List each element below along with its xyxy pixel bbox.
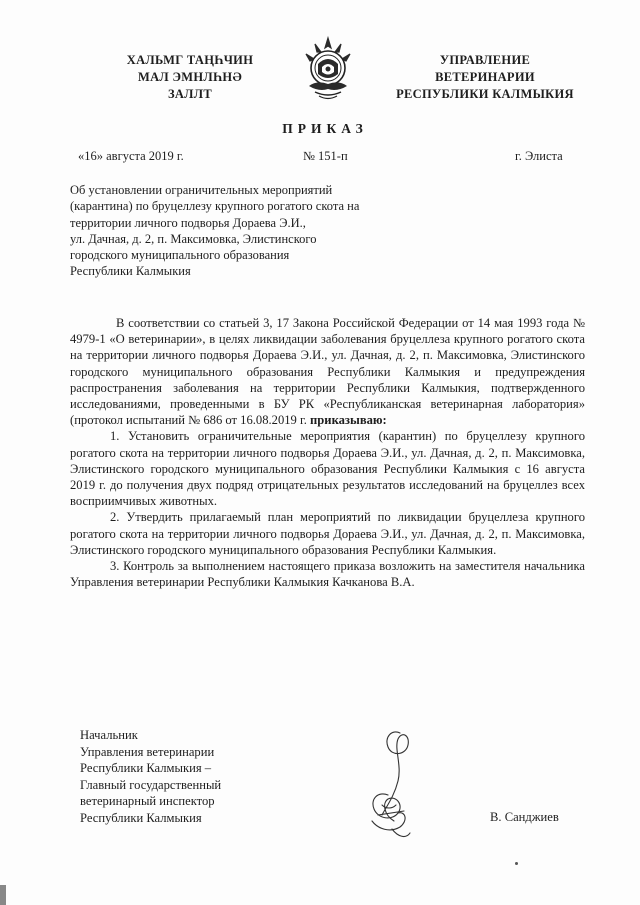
handwritten-signature-icon: [348, 725, 448, 847]
signer-title-line: Главный государственный: [80, 777, 222, 792]
header-left-line: ХАЛЬМГ ТАҢҺЧИН: [126, 53, 254, 67]
coat-of-arms-emblem-icon: [297, 34, 359, 104]
subject-line: Республики Калмыкия: [70, 264, 191, 279]
subject-line: Об установлении ограничительных мероприятий: [70, 183, 333, 197]
header-right-line: УПРАВЛЕНИЕ: [439, 53, 531, 67]
signer-title-line: Начальник: [80, 728, 138, 742]
order-item-1: 1. Установить ограничительные мероприятия (карантин) по бруцеллезу крупного рогатого скота на территории личного подворья Дораева Э.И., ул. Дачная, д. 2, п. Максимовка, Элистинского городского муниципального образования Республики Калмыкия с 16 августа 2019 г. до получения двух подряд отрицательных результатов исследований на бруцеллез всех восприимчивых животных.: [70, 429, 585, 509]
preamble-paragraph: [70, 315, 585, 428]
signer-title-line: Управления ветеринарии: [80, 744, 215, 759]
scan-artifact: [0, 885, 6, 905]
header-right-russian: [385, 52, 585, 103]
header-left-line: МАЛ ЭМНЛҺНӘ: [137, 70, 242, 84]
signer-title-line: ветеринарный инспектор: [80, 794, 215, 809]
signer-title-block: [80, 727, 310, 827]
header-left-kalmyk: [95, 52, 285, 103]
signer-name: В. Санджиев: [490, 810, 559, 824]
order-subject: [70, 182, 430, 280]
subject-line: территории личного подворья Дораева Э.И.,: [70, 215, 306, 230]
scan-artifact: [515, 862, 518, 865]
subject-line: (карантина) по бруцеллезу крупного рогатого скота на: [70, 199, 360, 214]
header-left-line: ЗАЛЛТ: [167, 87, 213, 101]
subject-line: городского муниципального образования: [70, 248, 290, 263]
preamble-text: В соответствии со статьей 3, 17 Закона Российской Федерации от 14 мая 1993 года № 4979-1 «О ветеринарии», в целях ликвидации заболевания бруцеллеза крупного рогатого скота на территории личного подворья Дораева Э.И., ул. Дачная, д. 2, п. Максимовка, Элистинского городского муниципального образования Республики Калмыкия и предупреждения распространения заболевания на территории Республики Калмыкия, подтвержденного исследованиями, проведенными в БУ РК «Республиканская ветеринарная лаборатория» (протокол испытаний № 686 от 16.08.2019 г.: [70, 316, 585, 428]
subject-line: ул. Дачная, д. 2, п. Максимовка, Элистинского: [70, 231, 317, 246]
signer-title-line: Республики Калмыкия –: [80, 761, 212, 776]
signer-title-line: Республики Калмыкия: [80, 810, 202, 825]
order-word: приказываю:: [310, 413, 387, 428]
order-item-3: 3. Контроль за выполнением настоящего приказа возложить на заместителя начальника Управления ветеринарии Республики Калмыкия Качканова В.А.: [70, 559, 585, 590]
header-right-line: ВЕТЕРИНАРИИ: [435, 70, 535, 84]
order-number: № 151-п: [303, 149, 348, 163]
order-item-2: 2. Утвердить прилагаемый план мероприятий по ликвидации бруцеллеза крупного рогатого скота на территории личного подворья Дораева Э.И., ул. Дачная, д. 2, п. Максимовка, Элистинского городского муниципального образования Республики Калмыкия.: [70, 510, 585, 557]
header-right-line: РЕСПУБЛИКИ КАЛМЫКИЯ: [396, 87, 574, 101]
order-city: г. Элиста: [515, 149, 563, 163]
document-title: ПРИКАЗ: [282, 121, 368, 136]
order-date: «16» августа 2019 г.: [78, 149, 184, 163]
order-body: [70, 315, 585, 590]
